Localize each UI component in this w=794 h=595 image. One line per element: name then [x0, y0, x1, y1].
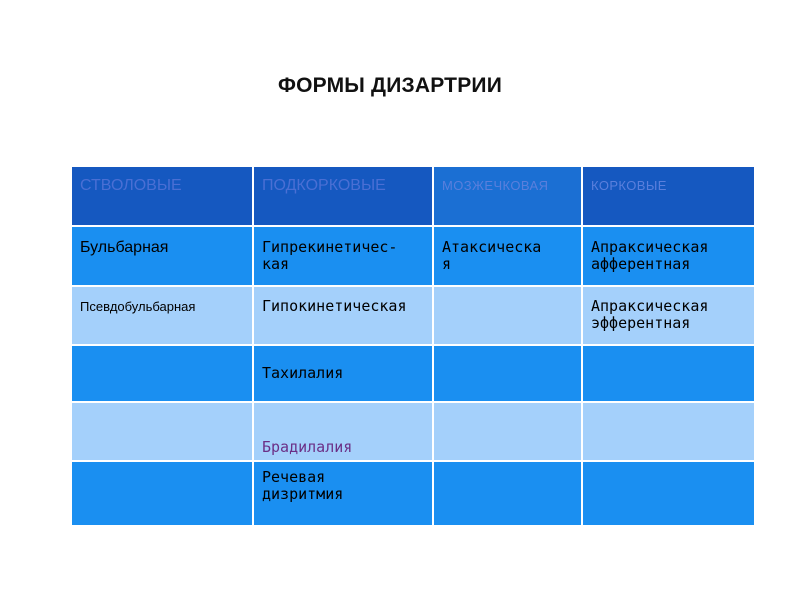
- table-row: [72, 227, 754, 285]
- header-cell-brainstem: СТВОЛОВЫЕ: [72, 167, 252, 225]
- table-cell: Апраксическая афферентная: [583, 227, 754, 285]
- table-cell: [72, 462, 252, 525]
- table-cell: Гипрекинетичес- кая: [254, 227, 432, 285]
- table-cell: Речевая дизритмия: [254, 462, 432, 525]
- table-cell: [583, 403, 754, 460]
- table-row: [72, 287, 754, 344]
- table-cell: [72, 346, 252, 401]
- dysarthria-forms-table: [70, 165, 756, 527]
- table-cell: [434, 287, 581, 344]
- table-cell: Гипокинетическая: [254, 287, 432, 344]
- table-cell: [72, 403, 252, 460]
- table-cell: [583, 462, 754, 525]
- table-cell: Бульбарная: [72, 227, 252, 285]
- table-row: [72, 462, 754, 525]
- table-row: [72, 346, 754, 401]
- header-cell-subcortical: ПОДКОРКОВЫЕ: [254, 167, 432, 225]
- table-cell: Псевдобульбарная: [72, 287, 252, 344]
- table-row: [72, 403, 754, 460]
- table-cell: Брадилалия: [254, 403, 432, 460]
- header-cell-cortical: КОРКОВЫЕ: [583, 167, 754, 225]
- table-cell: [583, 346, 754, 401]
- table-cell: [434, 346, 581, 401]
- table-header-row: [72, 167, 754, 225]
- table-cell: [434, 403, 581, 460]
- table-cell: Атаксическа я: [434, 227, 581, 285]
- table-cell: Апраксическая эфферентная: [583, 287, 754, 344]
- table-cell: Тахилалия: [254, 346, 432, 401]
- slide-title: ФОРМЫ ДИЗАРТРИИ: [277, 74, 502, 97]
- header-cell-cerebellar: МОЗЖЕЧКОВАЯ: [434, 167, 581, 225]
- table-cell: [434, 462, 581, 525]
